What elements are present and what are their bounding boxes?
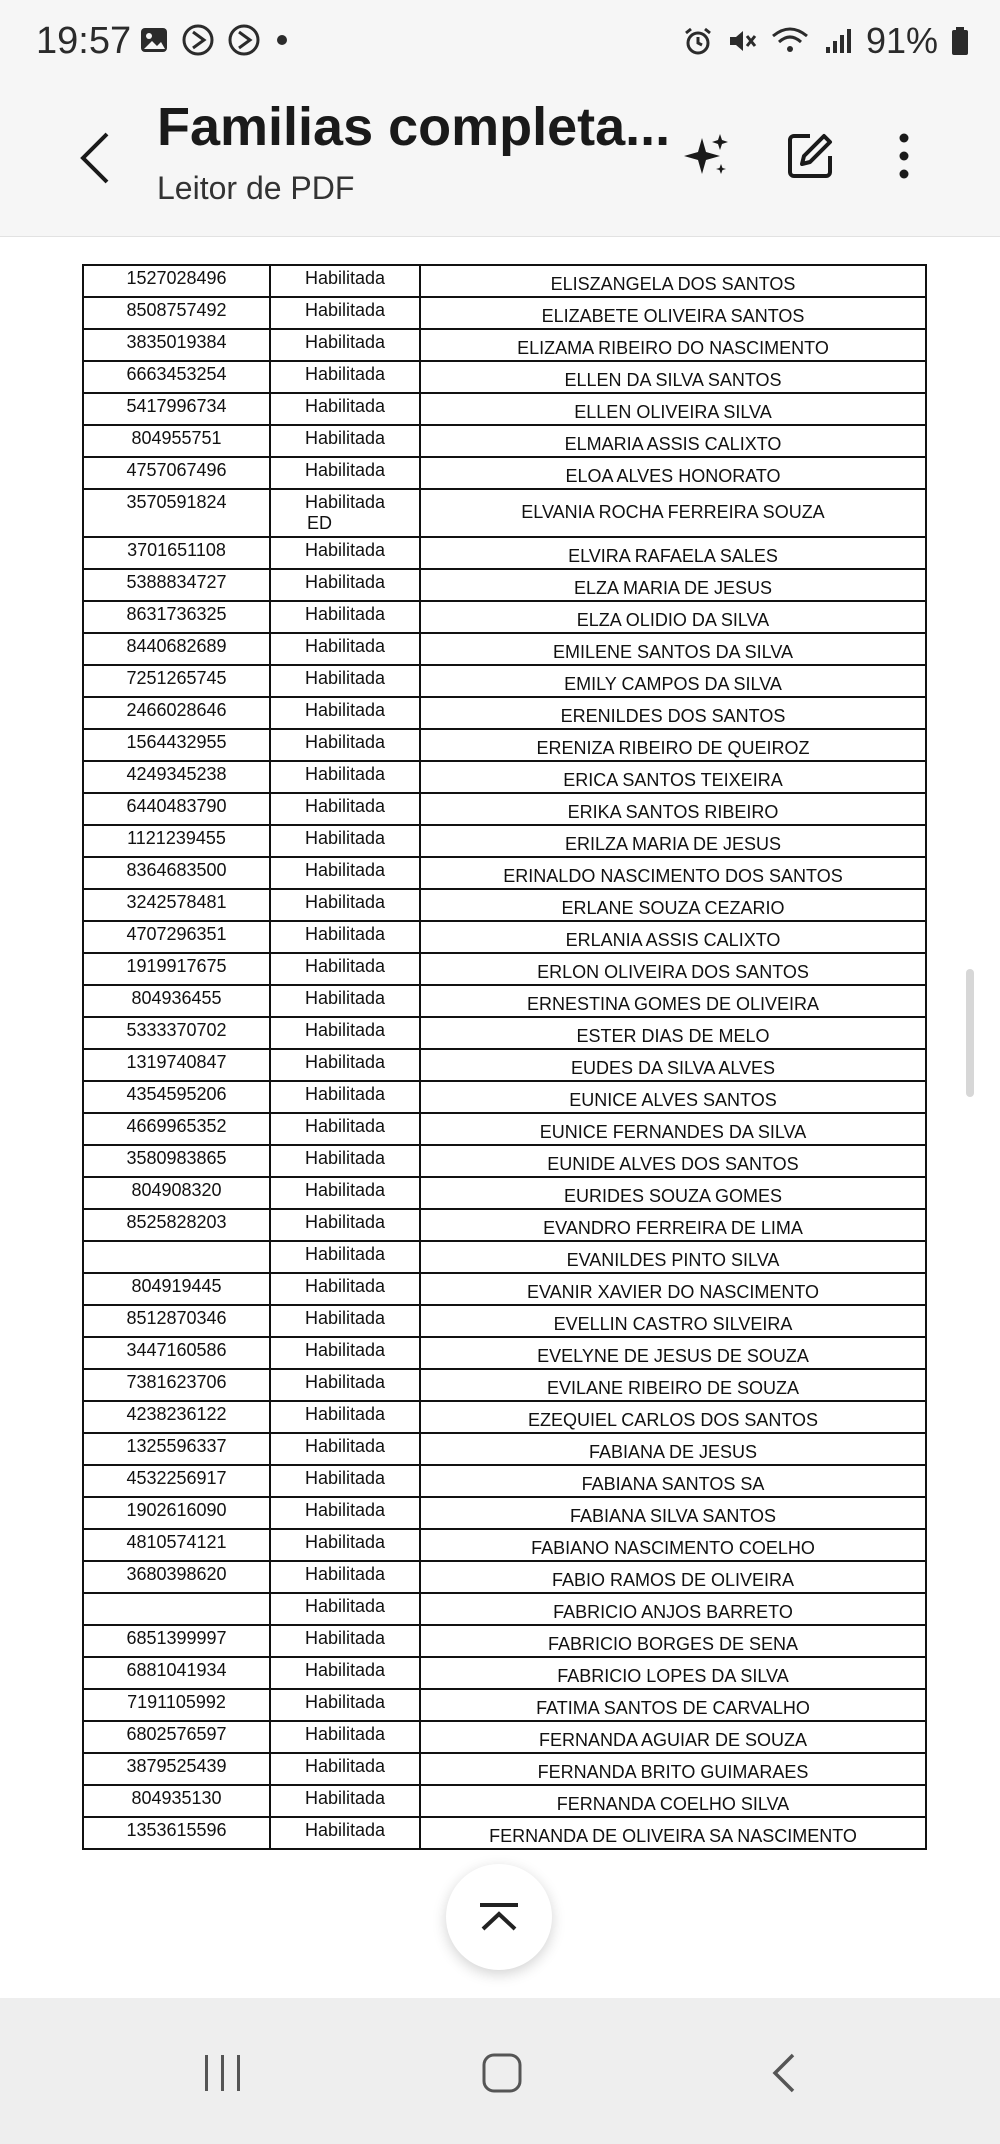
row-status-text: Habilitada bbox=[304, 764, 386, 784]
row-status bbox=[270, 1145, 420, 1177]
document-title: Familias completa... bbox=[157, 97, 671, 157]
pdf-viewer[interactable] bbox=[0, 237, 1000, 1997]
row-status-text: Habilitada bbox=[304, 1212, 386, 1232]
row-status-text: Habilitada bbox=[304, 1116, 386, 1136]
table-row bbox=[83, 601, 926, 633]
row-status bbox=[270, 1465, 420, 1497]
status-notification-icons bbox=[138, 22, 292, 58]
table-row bbox=[83, 761, 926, 793]
row-name: ELOA ALVES HONORATO bbox=[420, 457, 926, 489]
row-name: FABRICIO LOPES DA SILVA bbox=[420, 1657, 926, 1689]
row-id: 4757067496 bbox=[83, 457, 270, 489]
row-id: 8631736325 bbox=[83, 601, 270, 633]
mute-icon bbox=[726, 25, 758, 57]
row-status-text: Habilitada bbox=[304, 396, 386, 416]
row-status bbox=[270, 825, 420, 857]
row-status bbox=[270, 361, 420, 393]
row-name: ERICA SANTOS TEIXEIRA bbox=[420, 761, 926, 793]
row-status-text: Habilitada bbox=[304, 1244, 386, 1264]
more-options-button[interactable] bbox=[872, 124, 936, 188]
table-row bbox=[83, 889, 926, 921]
row-id: 4249345238 bbox=[83, 761, 270, 793]
row-id: 5388834727 bbox=[83, 569, 270, 601]
row-name: ELISZANGELA DOS SANTOS bbox=[420, 265, 926, 297]
row-status-text: Habilitada bbox=[304, 1724, 386, 1744]
row-id: 8508757492 bbox=[83, 297, 270, 329]
table-row bbox=[83, 1817, 926, 1849]
row-id: 3835019384 bbox=[83, 329, 270, 361]
row-id: 2466028646 bbox=[83, 697, 270, 729]
row-name: ELVIRA RAFAELA SALES bbox=[420, 537, 926, 569]
row-status-text: Habilitada bbox=[304, 828, 386, 848]
edit-icon bbox=[784, 130, 836, 182]
table-row bbox=[83, 697, 926, 729]
row-status-text: Habilitada bbox=[304, 572, 386, 592]
row-status bbox=[270, 793, 420, 825]
status-right-icons bbox=[682, 20, 970, 62]
table-row bbox=[83, 665, 926, 697]
row-status-text: Habilitada bbox=[304, 1308, 386, 1328]
table-row bbox=[83, 1241, 926, 1273]
row-id: 6440483790 bbox=[83, 793, 270, 825]
row-name: ERLANE SOUZA CEZARIO bbox=[420, 889, 926, 921]
row-id: 4238236122 bbox=[83, 1401, 270, 1433]
scroll-to-top-button[interactable] bbox=[446, 1864, 552, 1970]
row-status-text: Habilitada bbox=[304, 1596, 386, 1616]
row-status bbox=[270, 1241, 420, 1273]
row-status-text: Habilitada bbox=[304, 1660, 386, 1680]
row-name: ELIZAMA RIBEIRO DO NASCIMENTO bbox=[420, 329, 926, 361]
row-status-text: Habilitada bbox=[304, 268, 386, 288]
row-status-text: Habilitada bbox=[304, 924, 386, 944]
more-vertical-icon bbox=[894, 130, 914, 182]
row-name: EVANILDES PINTO SILVA bbox=[420, 1241, 926, 1273]
row-id: 4669965352 bbox=[83, 1113, 270, 1145]
row-status bbox=[270, 1081, 420, 1113]
row-status bbox=[270, 1497, 420, 1529]
row-name: EVELYNE DE JESUS DE SOUZA bbox=[420, 1337, 926, 1369]
table-row bbox=[83, 1113, 926, 1145]
table-row bbox=[83, 393, 926, 425]
row-id: 6851399997 bbox=[83, 1625, 270, 1657]
row-status bbox=[270, 665, 420, 697]
row-id: 3680398620 bbox=[83, 1561, 270, 1593]
alarm-icon bbox=[682, 25, 714, 57]
row-name: FERNANDA AGUIAR DE SOUZA bbox=[420, 1721, 926, 1753]
row-status-text: Habilitada bbox=[304, 364, 386, 384]
table-row bbox=[83, 1689, 926, 1721]
row-status-text: Habilitada bbox=[304, 1628, 386, 1648]
table-row bbox=[83, 569, 926, 601]
chevron-left-icon bbox=[77, 130, 111, 186]
row-id: 4354595206 bbox=[83, 1081, 270, 1113]
row-name: FABIO RAMOS DE OLIVEIRA bbox=[420, 1561, 926, 1593]
row-name: EUNIDE ALVES DOS SANTOS bbox=[420, 1145, 926, 1177]
row-id: 4532256917 bbox=[83, 1465, 270, 1497]
row-status-text: Habilitada bbox=[304, 1468, 386, 1488]
table-row bbox=[83, 793, 926, 825]
row-name: EVILANE RIBEIRO DE SOUZA bbox=[420, 1369, 926, 1401]
row-name: EVANIR XAVIER DO NASCIMENTO bbox=[420, 1273, 926, 1305]
table-row bbox=[83, 1785, 926, 1817]
table-row bbox=[83, 425, 926, 457]
scrollbar[interactable] bbox=[966, 969, 974, 1097]
row-id bbox=[83, 1593, 270, 1625]
row-status bbox=[270, 1337, 420, 1369]
row-status bbox=[270, 1273, 420, 1305]
row-name: FERNANDA DE OLIVEIRA SA NASCIMENTO bbox=[420, 1817, 926, 1849]
row-status bbox=[270, 425, 420, 457]
recent-apps-button[interactable] bbox=[183, 2038, 263, 2108]
row-name: FABRICIO BORGES DE SENA bbox=[420, 1625, 926, 1657]
row-status bbox=[270, 985, 420, 1017]
row-id: 1319740847 bbox=[83, 1049, 270, 1081]
row-id: 5417996734 bbox=[83, 393, 270, 425]
table-row bbox=[83, 1177, 926, 1209]
row-id: 3879525439 bbox=[83, 1753, 270, 1785]
row-id: 3701651108 bbox=[83, 537, 270, 569]
nav-back-icon bbox=[769, 2051, 799, 2095]
row-status bbox=[270, 393, 420, 425]
row-status-text: Habilitada bbox=[304, 1340, 386, 1360]
row-name: FABRICIO ANJOS BARRETO bbox=[420, 1593, 926, 1625]
row-status-text: Habilitada bbox=[304, 1436, 386, 1456]
row-id: 1564432955 bbox=[83, 729, 270, 761]
row-status bbox=[270, 1401, 420, 1433]
row-name: ELLEN OLIVEIRA SILVA bbox=[420, 393, 926, 425]
row-status bbox=[270, 1593, 420, 1625]
row-status-text: Habilitada bbox=[304, 1180, 386, 1200]
row-status-text: Habilitada bbox=[304, 1084, 386, 1104]
row-name: ELLEN DA SILVA SANTOS bbox=[420, 361, 926, 393]
row-name: EVANDRO FERREIRA DE LIMA bbox=[420, 1209, 926, 1241]
row-id: 804908320 bbox=[83, 1177, 270, 1209]
row-id: 4810574121 bbox=[83, 1529, 270, 1561]
row-name: FERNANDA BRITO GUIMARAES bbox=[420, 1753, 926, 1785]
row-name: ERIKA SANTOS RIBEIRO bbox=[420, 793, 926, 825]
row-status bbox=[270, 489, 420, 537]
status-time: 19:57 bbox=[36, 20, 132, 62]
row-status bbox=[270, 265, 420, 297]
row-name: EMILENE SANTOS DA SILVA bbox=[420, 633, 926, 665]
status-bar bbox=[0, 0, 1000, 84]
row-status bbox=[270, 1433, 420, 1465]
row-status-text: Habilitada bbox=[304, 300, 386, 320]
row-id: 1121239455 bbox=[83, 825, 270, 857]
row-status bbox=[270, 697, 420, 729]
row-status bbox=[270, 1177, 420, 1209]
row-status bbox=[270, 601, 420, 633]
row-id: 4707296351 bbox=[83, 921, 270, 953]
row-status-text: Habilitada bbox=[304, 332, 386, 352]
table-row bbox=[83, 265, 926, 297]
row-status-text: Habilitada bbox=[304, 700, 386, 720]
row-id bbox=[83, 1241, 270, 1273]
row-name: ERENIZA RIBEIRO DE QUEIROZ bbox=[420, 729, 926, 761]
row-status bbox=[270, 1017, 420, 1049]
table-row bbox=[83, 537, 926, 569]
table-row bbox=[83, 457, 926, 489]
row-name: EUDES DA SILVA ALVES bbox=[420, 1049, 926, 1081]
row-status bbox=[270, 953, 420, 985]
row-name: EUNICE ALVES SANTOS bbox=[420, 1081, 926, 1113]
table-row bbox=[83, 953, 926, 985]
row-name: EVELLIN CASTRO SILVEIRA bbox=[420, 1305, 926, 1337]
row-id: 1325596337 bbox=[83, 1433, 270, 1465]
row-id: 804919445 bbox=[83, 1273, 270, 1305]
row-status bbox=[270, 1049, 420, 1081]
recent-apps-icon bbox=[201, 2053, 245, 2093]
table-row bbox=[83, 1657, 926, 1689]
row-status-text: Habilitada bbox=[304, 668, 386, 688]
row-status-text: Habilitada bbox=[304, 1500, 386, 1520]
row-name: ERLANIA ASSIS CALIXTO bbox=[420, 921, 926, 953]
row-id: 8440682689 bbox=[83, 633, 270, 665]
row-id: 804955751 bbox=[83, 425, 270, 457]
table-row bbox=[83, 1721, 926, 1753]
row-name: FERNANDA COELHO SILVA bbox=[420, 1785, 926, 1817]
table-row bbox=[83, 633, 926, 665]
row-id: 1527028496 bbox=[83, 265, 270, 297]
row-id: 804935130 bbox=[83, 1785, 270, 1817]
row-id: 8525828203 bbox=[83, 1209, 270, 1241]
row-status-text: Habilitada bbox=[304, 796, 386, 816]
table-row bbox=[83, 1497, 926, 1529]
row-status-text: Habilitada bbox=[304, 636, 386, 656]
table-row bbox=[83, 1561, 926, 1593]
row-status bbox=[270, 761, 420, 793]
row-id: 3447160586 bbox=[83, 1337, 270, 1369]
row-status-text: Habilitada bbox=[304, 604, 386, 624]
row-status-text: Habilitada bbox=[304, 732, 386, 752]
row-id: 7251265745 bbox=[83, 665, 270, 697]
table-row bbox=[83, 1145, 926, 1177]
ai-assist-button[interactable] bbox=[674, 124, 738, 188]
row-status bbox=[270, 1305, 420, 1337]
wifi-icon bbox=[770, 25, 810, 57]
table-row bbox=[83, 1337, 926, 1369]
row-status-text: Habilitada bbox=[304, 1692, 386, 1712]
table-row bbox=[83, 297, 926, 329]
row-id: 3242578481 bbox=[83, 889, 270, 921]
row-status-text: Habilitada bbox=[304, 540, 386, 560]
row-status-suffix: ED bbox=[307, 513, 333, 533]
row-id: 804936455 bbox=[83, 985, 270, 1017]
row-status bbox=[270, 889, 420, 921]
row-status bbox=[270, 921, 420, 953]
table-row bbox=[83, 985, 926, 1017]
row-status-text: Habilitada bbox=[304, 988, 386, 1008]
row-status-text: Habilitada bbox=[304, 1788, 386, 1808]
row-name: ERILZA MARIA DE JESUS bbox=[420, 825, 926, 857]
row-name: ERENILDES DOS SANTOS bbox=[420, 697, 926, 729]
row-status bbox=[270, 633, 420, 665]
row-id: 1919917675 bbox=[83, 953, 270, 985]
row-name: EURIDES SOUZA GOMES bbox=[420, 1177, 926, 1209]
row-status-text: Habilitada bbox=[304, 1276, 386, 1296]
row-id: 6881041934 bbox=[83, 1657, 270, 1689]
row-status bbox=[270, 1113, 420, 1145]
row-status-text: Habilitada bbox=[304, 1020, 386, 1040]
back-button[interactable] bbox=[70, 122, 118, 194]
row-status-text: Habilitada bbox=[304, 460, 386, 480]
battery-percent: 91% bbox=[865, 20, 938, 61]
row-status bbox=[270, 297, 420, 329]
row-name: ELZA MARIA DE JESUS bbox=[420, 569, 926, 601]
app-bar bbox=[0, 84, 1000, 237]
row-name: FABIANO NASCIMENTO COELHO bbox=[420, 1529, 926, 1561]
row-id: 6802576597 bbox=[83, 1721, 270, 1753]
row-status-text: Habilitada bbox=[304, 492, 386, 512]
table-row bbox=[83, 1017, 926, 1049]
table-row bbox=[83, 1081, 926, 1113]
row-status-text: Habilitada bbox=[304, 1052, 386, 1072]
row-id: 6663453254 bbox=[83, 361, 270, 393]
gallery-icon bbox=[138, 24, 170, 56]
row-status-text: Habilitada bbox=[304, 1532, 386, 1552]
row-id: 3580983865 bbox=[83, 1145, 270, 1177]
row-status-text: Habilitada bbox=[304, 1372, 386, 1392]
row-status bbox=[270, 1785, 420, 1817]
row-status bbox=[270, 1721, 420, 1753]
table-row bbox=[83, 1753, 926, 1785]
row-name: EZEQUIEL CARLOS DOS SANTOS bbox=[420, 1401, 926, 1433]
home-icon bbox=[480, 2051, 524, 2095]
row-status bbox=[270, 1657, 420, 1689]
table-row bbox=[83, 361, 926, 393]
media-play-icon bbox=[180, 22, 216, 58]
row-status bbox=[270, 329, 420, 361]
table-row bbox=[83, 489, 926, 537]
battery-icon bbox=[950, 25, 970, 57]
row-id: 1353615596 bbox=[83, 1817, 270, 1849]
row-name: ERINALDO NASCIMENTO DOS SANTOS bbox=[420, 857, 926, 889]
row-status bbox=[270, 1369, 420, 1401]
edit-button[interactable] bbox=[778, 124, 842, 188]
signal-icon bbox=[822, 25, 854, 57]
row-status-text: Habilitada bbox=[304, 1148, 386, 1168]
row-name: ELZA OLIDIO DA SILVA bbox=[420, 601, 926, 633]
media-play-icon-2 bbox=[226, 22, 262, 58]
scroll-to-top-icon bbox=[477, 1902, 521, 1932]
row-status bbox=[270, 1753, 420, 1785]
nav-back-button[interactable] bbox=[744, 2038, 824, 2108]
table-row bbox=[83, 329, 926, 361]
row-id: 1902616090 bbox=[83, 1497, 270, 1529]
row-name: ELVANIA ROCHA FERREIRA SOUZA bbox=[420, 489, 926, 537]
row-name: ELMARIA ASSIS CALIXTO bbox=[420, 425, 926, 457]
row-status bbox=[270, 1625, 420, 1657]
families-table bbox=[82, 264, 927, 1850]
row-status bbox=[270, 1689, 420, 1721]
row-status-text: Habilitada bbox=[304, 892, 386, 912]
row-status bbox=[270, 857, 420, 889]
row-status-text: Habilitada bbox=[304, 1756, 386, 1776]
table-row bbox=[83, 1529, 926, 1561]
row-status-text: Habilitada bbox=[304, 1820, 386, 1840]
app-subtitle: Leitor de PDF bbox=[157, 170, 355, 206]
row-status-text: Habilitada bbox=[304, 956, 386, 976]
table-row bbox=[83, 729, 926, 761]
row-name: FATIMA SANTOS DE CARVALHO bbox=[420, 1689, 926, 1721]
row-name: FABIANA SANTOS SA bbox=[420, 1465, 926, 1497]
table-row bbox=[83, 921, 926, 953]
row-status bbox=[270, 1209, 420, 1241]
row-name: EMILY CAMPOS DA SILVA bbox=[420, 665, 926, 697]
table-row bbox=[83, 1305, 926, 1337]
row-id: 8364683500 bbox=[83, 857, 270, 889]
row-status-text: Habilitada bbox=[304, 428, 386, 448]
row-status bbox=[270, 537, 420, 569]
row-name: EUNICE FERNANDES DA SILVA bbox=[420, 1113, 926, 1145]
row-status bbox=[270, 1529, 420, 1561]
row-status bbox=[270, 1817, 420, 1849]
table-row bbox=[83, 1401, 926, 1433]
notification-dot-icon bbox=[272, 30, 292, 50]
row-id: 7191105992 bbox=[83, 1689, 270, 1721]
row-name: ESTER DIAS DE MELO bbox=[420, 1017, 926, 1049]
sparkle-icon bbox=[680, 130, 732, 182]
table-row bbox=[83, 857, 926, 889]
table-row bbox=[83, 1465, 926, 1497]
row-status bbox=[270, 729, 420, 761]
row-name: ERLON OLIVEIRA DOS SANTOS bbox=[420, 953, 926, 985]
row-id: 5333370702 bbox=[83, 1017, 270, 1049]
home-button[interactable] bbox=[462, 2038, 542, 2108]
row-id: 8512870346 bbox=[83, 1305, 270, 1337]
table-row bbox=[83, 1049, 926, 1081]
navigation-bar bbox=[0, 1998, 1000, 2144]
table-row bbox=[83, 825, 926, 857]
table-row bbox=[83, 1625, 926, 1657]
row-name: FABIANA SILVA SANTOS bbox=[420, 1497, 926, 1529]
row-name: ELIZABETE OLIVEIRA SANTOS bbox=[420, 297, 926, 329]
row-id: 7381623706 bbox=[83, 1369, 270, 1401]
row-status-text: Habilitada bbox=[304, 1404, 386, 1424]
row-status bbox=[270, 1561, 420, 1593]
row-status-text: Habilitada bbox=[304, 860, 386, 880]
table-row bbox=[83, 1433, 926, 1465]
table-row bbox=[83, 1369, 926, 1401]
row-id: 3570591824 bbox=[83, 489, 270, 537]
table-row bbox=[83, 1209, 926, 1241]
table-row bbox=[83, 1593, 926, 1625]
row-status bbox=[270, 457, 420, 489]
row-name: FABIANA DE JESUS bbox=[420, 1433, 926, 1465]
row-name: ERNESTINA GOMES DE OLIVEIRA bbox=[420, 985, 926, 1017]
row-status bbox=[270, 569, 420, 601]
row-status-text: Habilitada bbox=[304, 1564, 386, 1584]
table-row bbox=[83, 1273, 926, 1305]
